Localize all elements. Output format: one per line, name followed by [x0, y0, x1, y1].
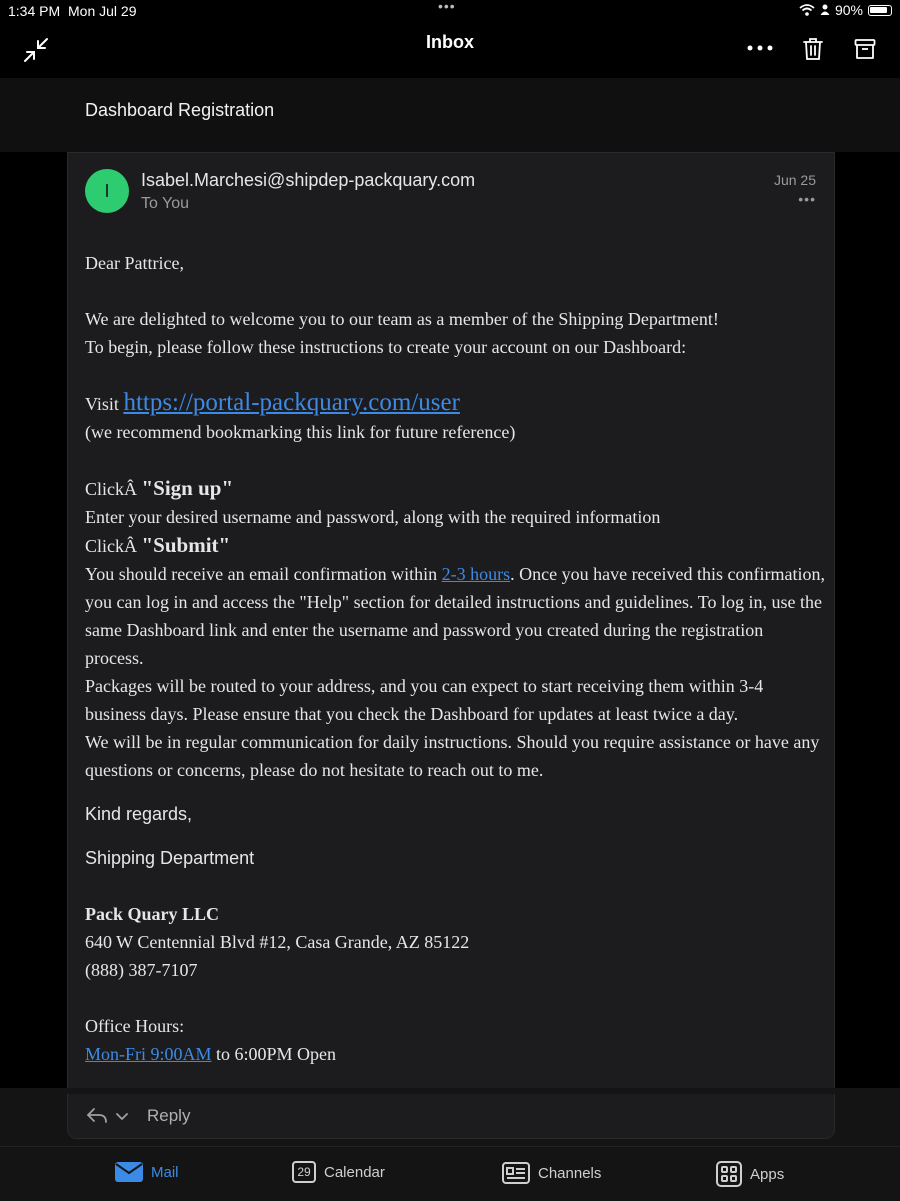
visit-line [85, 389, 825, 418]
click-prefix-2: ClickÂ [85, 536, 142, 556]
confirmation-after: . Once you have received this confirmation, you can log in and access the "Help" section for detailed instructions and guidelines. To log in, use the same Dashboard link and enter the username and password you created during the registration process. [85, 564, 825, 668]
subject-header [0, 78, 900, 152]
location-person-icon [820, 4, 830, 16]
signup-step [85, 474, 825, 503]
click-prefix-1: ClickÂ [85, 479, 142, 499]
confirmation-before: You should receive an email confirmation within [85, 564, 442, 584]
message-date: Jun 25 [773, 172, 816, 188]
apps-grid-icon [716, 1161, 742, 1187]
tab-mail[interactable] [115, 1161, 179, 1183]
sender-address[interactable]: Isabel.Marchesi@shipdep-packquary.com [141, 170, 476, 190]
tab-calendar-label: Calendar [324, 1163, 385, 1181]
tab-bar [0, 1146, 900, 1201]
communication-paragraph: We will be in regular communication for daily instructions. Should you require assistance or have any questions or concerns, please do not hesitate to reach out to me. [85, 732, 820, 780]
top-navigation [0, 24, 900, 78]
submit-label: "Submit" [141, 533, 231, 557]
packages-paragraph: Packages will be routed to your address, and you can expect to start receiving them within 3-4 business days. Please ensure that you check the Dashboard for updates at least twice a day. [85, 676, 764, 724]
bookmark-note: (we recommend bookmarking this link for future reference) [85, 422, 516, 442]
company-address: 640 W Centennial Blvd #12, Casa Grande, AZ 85122 [85, 932, 470, 952]
status-bar [0, 0, 900, 24]
archive-icon [854, 38, 876, 60]
signup-label: "Sign up" [141, 476, 234, 500]
nav-title: Inbox [426, 32, 474, 52]
trash-icon [802, 37, 824, 61]
tab-mail-label: Mail [151, 1163, 179, 1181]
email-subject: Dashboard Registration [85, 100, 275, 120]
reply-arrow-icon [84, 1104, 134, 1128]
closing: Kind regards, [85, 804, 193, 824]
reply-options-button[interactable] [84, 1104, 134, 1128]
multitasking-dots-icon[interactable]: ••• [438, 0, 456, 14]
delete-button[interactable] [798, 34, 828, 64]
status-indicators [799, 2, 892, 18]
tab-calendar[interactable] [292, 1161, 385, 1183]
reply-bar[interactable] [67, 1094, 835, 1139]
recipient-line[interactable]: To You [141, 195, 190, 212]
confirmation-time-link[interactable]: 2-3 hours [441, 564, 511, 584]
company-name: Pack Quary LLC [85, 904, 220, 924]
battery-percent: 90% [834, 2, 863, 18]
reply-label: Reply [147, 1106, 191, 1125]
intro-line-2: To begin, please follow these instructions to create your account on our Dashboard: [85, 337, 687, 357]
tab-apps[interactable] [716, 1161, 784, 1187]
company-phone: (888) 387-7107 [85, 960, 198, 980]
office-hours-label: Office Hours: [85, 1016, 185, 1036]
sender-avatar[interactable]: I [85, 169, 129, 213]
message-more-icon[interactable]: ••• [798, 191, 816, 207]
tab-apps-label: Apps [750, 1165, 785, 1183]
status-time: 1:34 PM [8, 3, 61, 19]
battery-icon [868, 5, 892, 16]
calendar-icon: 29 [292, 1161, 316, 1183]
signature: Shipping Department [85, 848, 255, 868]
status-date: Mon Jul 29 [68, 3, 137, 19]
visit-label: Visit [85, 394, 124, 414]
office-hours-rest: to 6:00PM Open [211, 1044, 337, 1064]
office-hours-link[interactable]: Mon-Fri 9:00AM [85, 1044, 212, 1064]
tab-channels[interactable] [502, 1161, 601, 1185]
wifi-icon [799, 4, 815, 16]
more-options-button[interactable] [744, 36, 776, 60]
greeting: Dear Pattrice, [85, 253, 184, 273]
tab-channels-label: Channels [538, 1164, 602, 1182]
archive-button[interactable] [850, 34, 880, 64]
confirmation-paragraph [85, 560, 825, 672]
channels-icon [502, 1161, 530, 1185]
mail-icon [115, 1161, 143, 1183]
office-hours-line [85, 1040, 825, 1068]
email-body [85, 249, 825, 1068]
more-horizontal-icon [747, 45, 773, 51]
enter-details-step: Enter your desired username and password, along with the required information [85, 507, 661, 527]
message-card [67, 152, 835, 1103]
intro-line-1: We are delighted to welcome you to our team as a member of the Shipping Department! [85, 309, 719, 329]
portal-link[interactable]: https://portal-packquary.com/user [123, 389, 460, 416]
submit-step [85, 531, 825, 560]
